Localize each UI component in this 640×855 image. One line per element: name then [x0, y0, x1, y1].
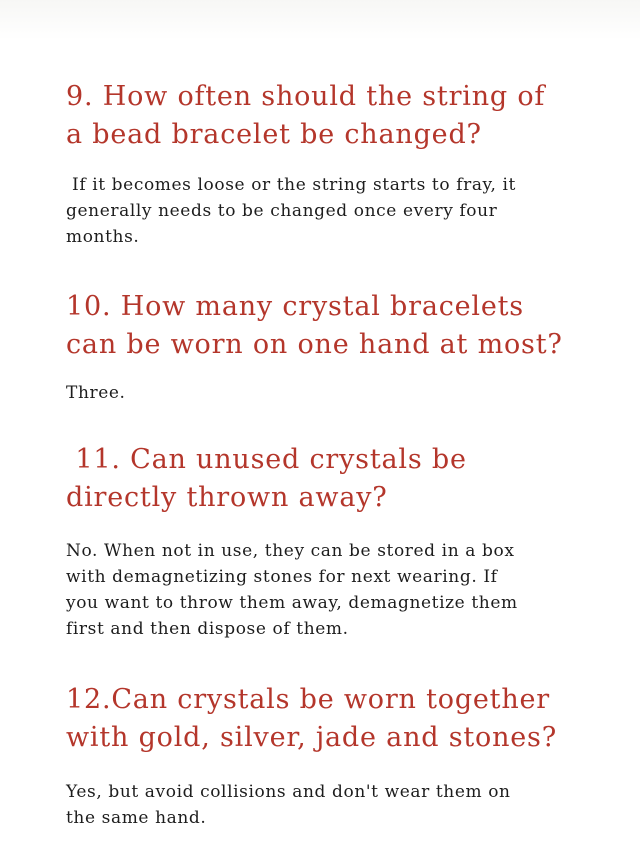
faq-answer-11: No. When not in use, they can be stored in a box with demagnetizing stones for next wearing. If you want to throw them away, demagnetize them first and then dispose of them. — [66, 541, 518, 639]
faq-question-11: 11. Can unused crystals be directly thrown away? — [66, 444, 467, 513]
faq-answer-9: If it becomes loose or the string starts to fray, it generally needs to be changed once every four months. — [66, 175, 516, 247]
faq-answer-12: Yes, but avoid collisions and don't wear them on the same hand. — [66, 782, 511, 828]
faq-question-9: 9. How often should the string of a bead bracelet be changed? — [66, 81, 546, 150]
faq-question-12: 12.Can crystals be worn together with gold, silver, jade and stones? — [66, 684, 557, 753]
faq-question-10: 10. How many crystal bracelets can be worn on one hand at most? — [66, 291, 563, 360]
faq-answer-10: Three. — [66, 383, 126, 403]
